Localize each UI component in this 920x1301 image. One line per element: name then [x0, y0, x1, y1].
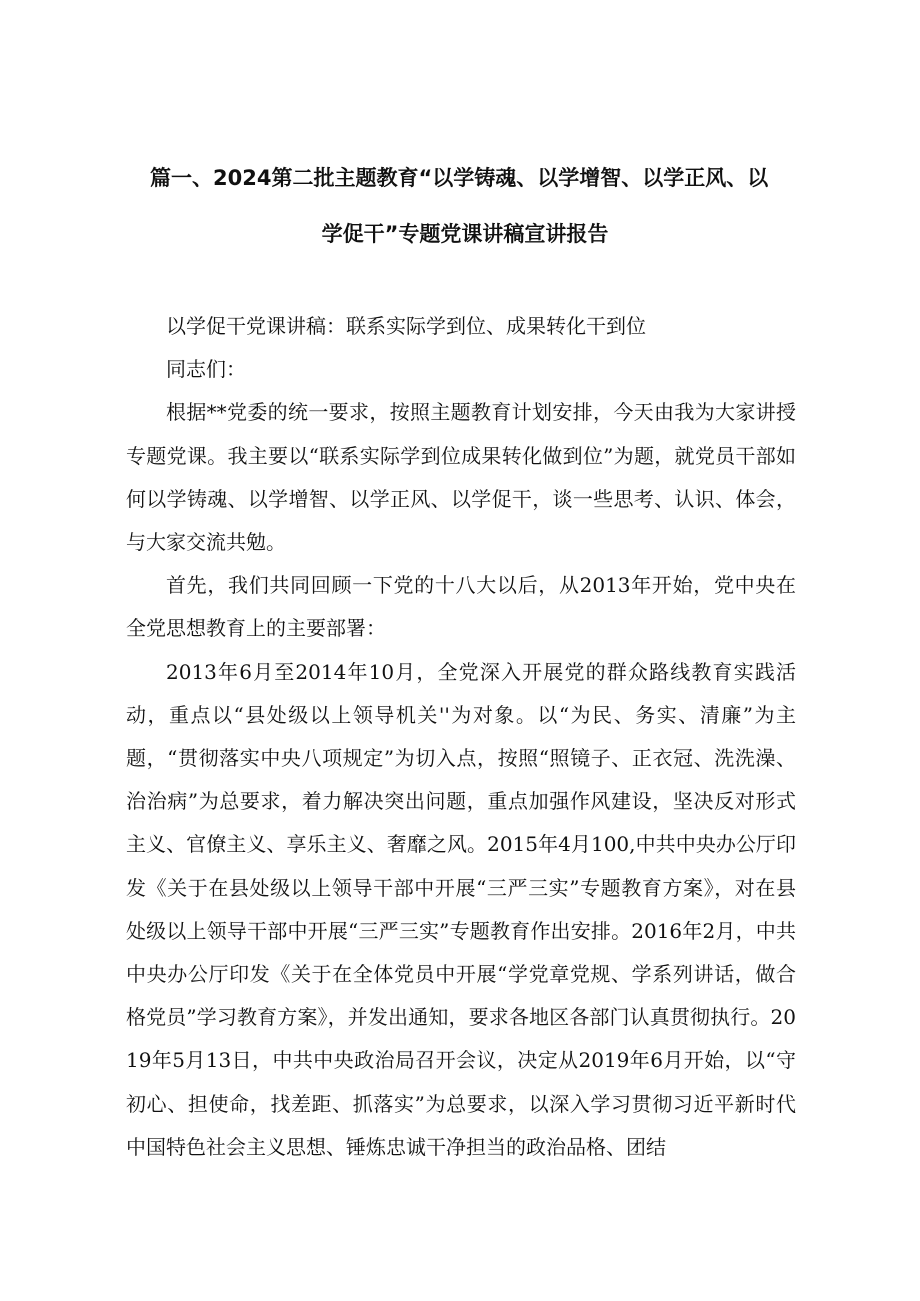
- title-line-1: 篇一、2024第二批主题教育“以学铸魂、以学增智、以学正风、以: [150, 166, 769, 190]
- paragraph-intro: 根据**党委的统一要求，按照主题教育计划安排，今天由我为大家讲授专题党课。我主要以“联系实际学到位成果转化做到位”为题，就党员干部如何以学铸魂、以学增智、以学正风、以学促干，谈一些思考、认识、体会，与大家交流共勉。: [126, 400, 796, 555]
- document-body: [126, 305, 796, 1169]
- document-title: [150, 150, 780, 262]
- paragraph-salutation: 同志们：: [166, 357, 246, 382]
- paragraph-review: 首先，我们共同回顾一下党的十八大以后，从2013年开始，党中央在全党思想教育上的主要部署：: [126, 573, 796, 641]
- title-line-2: 学促干”专题党课讲稿宣讲报告: [321, 222, 609, 246]
- paragraph-subtitle: 以学促干党课讲稿：联系实际学到位、成果转化干到位: [166, 314, 646, 338]
- paragraph-history: 2013年6月至2014年10月，全党深入开展党的群众路线教育实践活动，重点以“县处级以上领导机关''为对象。以“为民、务实、清廉”为主题，“贯彻落实中央八项规定”为切入点，按照“照镜子、正衣冠、洗洗澡、治治病”为总要求，着力解决突出问题，重点加强作风建设，坚决反对形式主义、官僚主义、享乐主义、奢靡之风。2015年4月100,中共中央办公厅印发《关于在县处级以上领导干部中开展“三严三实”专题教育方案》，对在县处级以上领导干部中开展“三严三实”专题教育作出安排。2016年2月，中共中央办公厅印发《关于在全体党员中开展“学党章党规、学系列讲话，做合格党员”学习教育方案》，并发出通知，要求各地区各部门认真贯彻执行。2019年5月13日，中共中央政治局召开会议，决定从2019年6月开始，以“守初心、担使命，找差距、抓落实”为总要求，以深入学习贯彻习近平新时代中国特色社会主义思想、锤炼忠诚干净担当的政治品格、团结: [126, 659, 796, 1159]
